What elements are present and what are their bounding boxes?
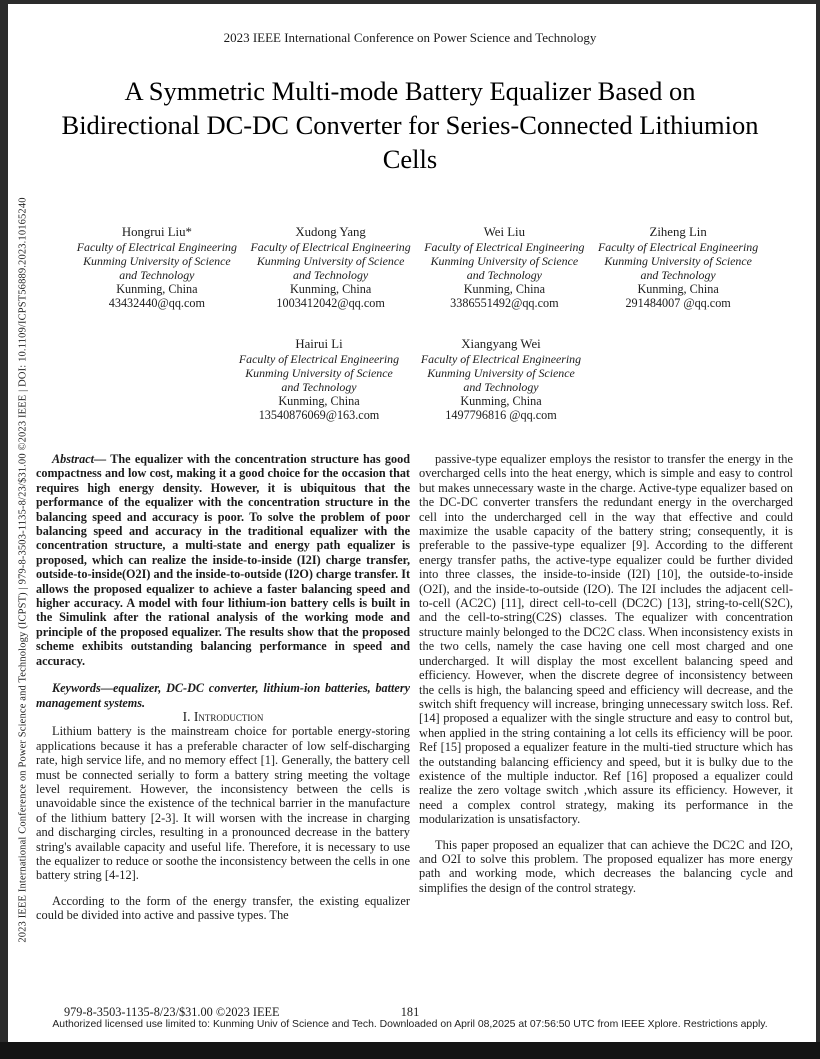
author-block [228, 338, 410, 422]
author-affiliation: Faculty of Electrical Engineering [76, 239, 237, 254]
author-affiliation: Faculty of Electrical Engineering [420, 351, 582, 366]
scan-border-left [0, 0, 8, 1059]
author-email: 13540876069@163.com [258, 407, 380, 422]
body-paragraph-1: passive-type equalizer employs the resistor to transfer the energy in the overcharged cells into the heat energy, which is simple and easy to control but makes unnecessary waste in the charge. Active-type equalizer based on the DC-DC converter transfers the redundant energy in the overcharged cell into the undercharged cell in the way that effective and could maximize the usable capacity of the battery string; consequently, it is preferable to the passive-type equalizer [9]. According to the different energy transfer paths, the active-type equalizer could be further divided into three classes, the inside-to-inside (I2I) [10], the outside-to-inside (O2I), and the inside-to-outside (I2O). The I2I includes the adjacent cell-to-cell (AC2C) [11], direct cell-to-cell (DC2C) [13], string-to-cell(S2C), and the cell-to-string(C2S) classes. The equalizer with concentration structure mainly belonged to the DC2C class. When inconsistency exists in the two cells, namely the case having one cell most charged and one undercharged. It will display the most excellent balancing speed and efficiency. However, when the discrete degree of inconsistency between the cells is high, the balancing speed and efficiency will decrease, and the switch shift frequency will increase, bringing unnecessary switch loss. Ref. [14] proposed a equalizer with the single structure and easy to control but, when applied in the string containing a lot cells its efficiency will be poor. Ref [15] proposed a equalizer feature in the multi-tied structure which has the outstanding balancing efficiency and speed, but it is bulky due to the existence of the multiple inductor. Ref [16] proposed a equalizer could realize the zero voltage switch ,which assure its efficiency. However, it need a complex control strategy, making its performance in the modularization is unsatisfactory. [419, 452, 793, 827]
authors-row-2 [228, 338, 592, 422]
author-block [410, 338, 592, 422]
author-affiliation: Kunming University of Science [427, 365, 575, 380]
author-name: Wei Liu [483, 225, 525, 239]
author-name: Xiangyang Wei [461, 337, 541, 351]
keywords-paragraph [36, 681, 410, 710]
left-column [36, 452, 410, 923]
author-block [418, 226, 592, 310]
sidebar-citation: 2023 IEEE International Conference on Power Science and Technology (ICPST) | 979-8-3503-1135-8/23/$31.00 ©2023 IEEE | DOI: 10.1109/ICPST56889.2023.10165240 [17, 197, 29, 943]
author-city: Kunming, China [463, 281, 545, 296]
author-email: 291484007 @qq.com [625, 295, 731, 310]
author-affiliation: and Technology [119, 267, 195, 282]
author-affiliation: Faculty of Electrical Engineering [424, 239, 585, 254]
scan-border-bottom [0, 1042, 820, 1059]
author-name: Ziheng Lin [649, 225, 707, 239]
right-column [419, 452, 793, 923]
author-email: 43432440@qq.com [108, 295, 205, 310]
body-paragraph-2: This paper proposed an equalizer that can achieve the DC2C and I2O, and O2I to solve this problem. The proposed equalizer has more energy path and working mode, which decreases the balancing cycle and simplifies the design of the control strategy. [419, 837, 793, 895]
keywords-label: Keywords— [52, 681, 113, 696]
author-affiliation: and Technology [281, 379, 357, 394]
running-head: 2023 IEEE International Conference on Power Science and Technology [223, 30, 597, 45]
author-city: Kunming, China [116, 281, 198, 296]
author-city: Kunming, China [460, 393, 542, 408]
authors-row-1 [70, 226, 765, 310]
author-name: Hairui Li [295, 337, 343, 351]
author-city: Kunming, China [637, 281, 719, 296]
intro-paragraph-1: Lithium battery is the mainstream choice for portable energy-storing applications because it has a preferable character of low self-discharging rate, high service life, and no memory effect [1]. Generally, the battery cell must be connected serially to form a battery string meeting the voltage level requirement. However, the inconsistency between the cells is unavoidable since the existence of the technical barrier in the manufacture of the lithium battery [2-3]. It will worsen with the increase in charging and discharging circles, resulting in a pronounced decrease in the battery string's available capacity and useful life. Therefore, it is necessary to use the equalizer to reduce or soothe the inconsistency between the cells in one battery string [4-12]. [36, 724, 410, 883]
author-block [591, 226, 765, 310]
scan-border-right [816, 0, 820, 1059]
footer-license: Authorized licensed use limited to: Kunming Univ of Science and Tech. Downloaded on April 08,2025 at 07:56:50 UTC from IEEE Xplore. Restrictions apply. [52, 1019, 768, 1030]
author-name: Xudong Yang [295, 225, 366, 239]
footer-isbn: 979-8-3503-1135-8/23/$31.00 ©2023 IEEE [64, 1005, 280, 1019]
author-email: 1003412042@qq.com [276, 295, 385, 310]
author-affiliation: Faculty of Electrical Engineering [238, 351, 400, 366]
author-affiliation: and Technology [293, 267, 369, 282]
abstract-text: The equalizer with the concentration structure has good compactness and low cost, making it a good choice for the occasion that requires high energy density. However, it is ubiquitous that the performance of the equalizer with the concentration structure in the balancing speed and accuracy is poor. To solve the problem of poor balancing speed and accuracy in the traditional equalizer with the concentration structure, a multi-state and energy path equalizer is proposed, which can realize the inside-to-inside (I2I) charge transfer, outside-to-inside(O2I) and the inside-to-outside (I2O) charge transfer. It allows the proposed equalizer to achieve a faster balancing speed and higher accuracy. A model with four lithium-ion battery cells is built in the Simulink after the rational analysis of the working mode and principle of the proposed equalizer. The results show that the proposed scheme exhibits outstanding balancing performance in speed and accuracy. [36, 452, 410, 668]
body-columns [36, 452, 793, 923]
intro-paragraph-2: According to the form of the energy transfer, the existing equalizer could be divided into active and passive types. The [36, 893, 410, 923]
author-affiliation: Kunming University of Science [256, 253, 405, 268]
scan-border-top [0, 0, 820, 4]
abstract-label: Abstract— [52, 452, 107, 466]
keywords-text: equalizer, DC-DC converter, lithium-ion batteries, battery management systems. [36, 681, 410, 710]
abstract-paragraph [36, 452, 410, 668]
author-affiliation: Kunming University of Science [604, 253, 752, 268]
author-city: Kunming, China [290, 281, 372, 296]
section-heading-introduction: I. Introduction [182, 708, 264, 724]
author-affiliation: Kunming University of Science [83, 253, 231, 268]
author-affiliation: and Technology [463, 379, 539, 394]
paper-title: A Symmetric Multi-mode Battery Equalizer Based on Bidirectional DC-DC Converter for Series-Connected Lithiumion Cells [61, 76, 759, 174]
author-affiliation: Kunming University of Science [245, 365, 393, 380]
author-email: 1497796816 @qq.com [445, 407, 557, 422]
author-block [244, 226, 418, 310]
footer-page-number: 181 [400, 1005, 420, 1019]
author-affiliation: Faculty of Electrical Engineering [598, 239, 759, 254]
author-affiliation: Faculty of Electrical Engineering [250, 239, 411, 254]
author-block [70, 226, 244, 310]
author-affiliation: Kunming University of Science [430, 253, 579, 268]
author-name: Hongrui Liu* [121, 225, 192, 239]
author-city: Kunming, China [278, 393, 360, 408]
author-email: 3386551492@qq.com [450, 295, 559, 310]
author-affiliation: and Technology [466, 267, 542, 282]
author-affiliation: and Technology [640, 267, 716, 282]
